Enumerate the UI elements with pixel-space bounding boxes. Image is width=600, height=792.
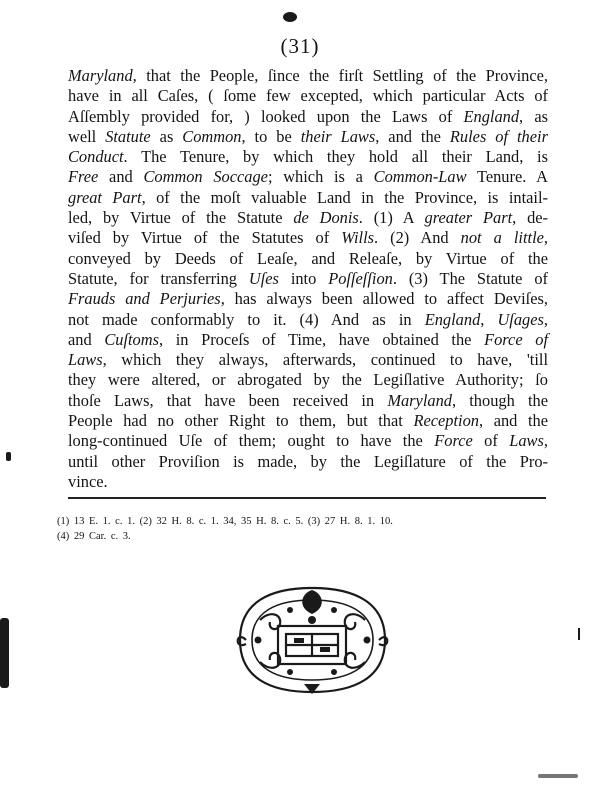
text-run: viſed by Virtue of the Statutes of: [68, 228, 342, 248]
text-line: [68, 310, 548, 330]
footnotes: [57, 514, 393, 544]
text-line: [68, 66, 548, 86]
text-run: , as: [519, 106, 548, 126]
text-run: ,: [543, 228, 549, 248]
text-run: and: [68, 329, 105, 349]
italic-run: de Donis: [293, 208, 359, 228]
text-line: [68, 472, 548, 492]
text-line: [68, 188, 548, 208]
text-run: into: [278, 268, 329, 288]
footnote-line: (1) 13 E. 1. c. 1. (2) 32 H. 8. c. 1. 34, 35 H. 8. c. 5. (3) 27 H. 8. 1. 10.: [57, 516, 393, 527]
text-run: , and the: [478, 411, 549, 431]
italic-run: Uſages: [497, 309, 544, 329]
text-line: [68, 330, 548, 350]
text-line: [68, 249, 548, 269]
text-run: not made conformably to it. (4) And as in: [68, 309, 425, 329]
footnote-rule: [68, 497, 546, 499]
text-run: ; which is a: [267, 167, 374, 187]
italic-run: great Part: [68, 187, 142, 207]
scan-speck: [283, 12, 297, 22]
text-run: . The Tenure, by which they hold all their Land, is: [123, 147, 548, 167]
text-line: [68, 127, 548, 147]
body-paragraph: [68, 66, 548, 492]
italic-run: their Laws: [300, 126, 376, 146]
page-number: (31): [280, 34, 320, 58]
text-run: ,: [543, 431, 548, 451]
italic-run: Force: [434, 431, 473, 451]
italic-run: greater Part: [424, 208, 513, 228]
text-line: [68, 370, 548, 390]
italic-run: Uſes: [248, 268, 279, 288]
italic-run: England: [463, 106, 520, 126]
text-run: and: [98, 167, 144, 187]
text-run: Tenure. A: [466, 167, 548, 187]
text-run: Statute, for transferring: [68, 268, 249, 288]
italic-run: Force of: [484, 329, 548, 349]
margin-mark: [578, 628, 580, 640]
margin-mark: [6, 452, 11, 461]
text-line: [68, 107, 548, 127]
text-run: , of the moſt valuable Land in the Province, is intail-: [141, 187, 548, 207]
text-run: ,: [480, 309, 498, 329]
text-run: . (3) The Statute of: [392, 268, 548, 288]
text-line: [68, 391, 548, 411]
text-line: [68, 411, 548, 431]
text-run: well: [68, 126, 106, 146]
text-line: [68, 228, 548, 248]
text-run: ,: [543, 309, 548, 329]
italic-run: Common Soccage: [143, 167, 268, 187]
text-run: led, by Virtue of the Statute: [68, 208, 294, 228]
text-run: of: [472, 431, 510, 451]
text-run: they were altered, or abrogated by the Legiſlative Authority; ſo: [68, 370, 548, 390]
italic-run: Statute: [105, 126, 151, 146]
text-run: . (2) And: [374, 228, 461, 248]
italic-run: not a little: [460, 228, 544, 248]
text-line: [68, 289, 548, 309]
italic-run: Common-Law: [373, 167, 467, 187]
italic-run: Maryland: [387, 390, 452, 410]
text-line: [68, 147, 548, 167]
text-run: , that the People, ſince the firſt Settling of the Province,: [132, 66, 548, 85]
text-line: [68, 208, 548, 228]
printers-ornament: [230, 580, 395, 700]
text-run: Aſſembly provided for, ) looked upon the Laws of: [68, 106, 464, 126]
italic-run: Reception: [413, 411, 479, 431]
italic-run: Laws: [509, 431, 544, 451]
text-run: conveyed by Deeds of Leaſe, and Releaſe, by Virtue of the: [68, 248, 548, 268]
text-run: , and the: [375, 126, 450, 146]
italic-run: Conduct: [68, 147, 124, 167]
italic-run: Free: [68, 167, 99, 187]
text-run: , though the: [451, 390, 548, 410]
text-line: [68, 269, 548, 289]
italic-run: Wills: [341, 228, 375, 248]
text-line: [68, 86, 548, 106]
italic-run: Laws: [68, 350, 103, 370]
text-run: vince.: [68, 471, 108, 491]
italic-run: Poſſeſſion: [328, 268, 393, 288]
text-run: as: [150, 126, 183, 146]
text-run: . (1) A: [358, 208, 425, 228]
text-run: until other Proviſion is made, by the Legiſlature of the Pro-: [68, 451, 548, 471]
scan-speck: [538, 774, 578, 778]
text-run: , to be: [241, 126, 301, 146]
italic-run: Common: [182, 126, 242, 146]
footnote-line: (4) 29 Car. c. 3.: [57, 531, 131, 542]
text-run: , de-: [512, 208, 549, 228]
text-run: , which they always, afterwards, continued to have, 'till: [102, 350, 548, 370]
margin-mark: [0, 618, 9, 688]
text-line: [68, 167, 548, 187]
italic-run: Cuſtoms: [104, 329, 159, 349]
italic-run: Maryland: [68, 66, 133, 85]
text-line: [68, 431, 548, 451]
text-run: long-continued Uſe of them; ought to have the: [68, 431, 435, 451]
text-run: , has always been allowed to affect Deviſes,: [220, 289, 548, 309]
text-line: [68, 350, 548, 370]
text-run: , in Proceſs of Time, have obtained the: [158, 329, 485, 349]
text-run: People had no other Right to them, but that: [68, 411, 414, 431]
text-line: [68, 452, 548, 472]
italic-run: Frauds and Perjuries: [68, 289, 221, 309]
italic-run: Rules of their: [449, 126, 548, 146]
text-run: thoſe Laws, that have been received in: [68, 390, 388, 410]
italic-run: England: [424, 309, 481, 329]
text-run: have in all Caſes, ( ſome few excepted, which particular Acts of: [68, 86, 548, 106]
